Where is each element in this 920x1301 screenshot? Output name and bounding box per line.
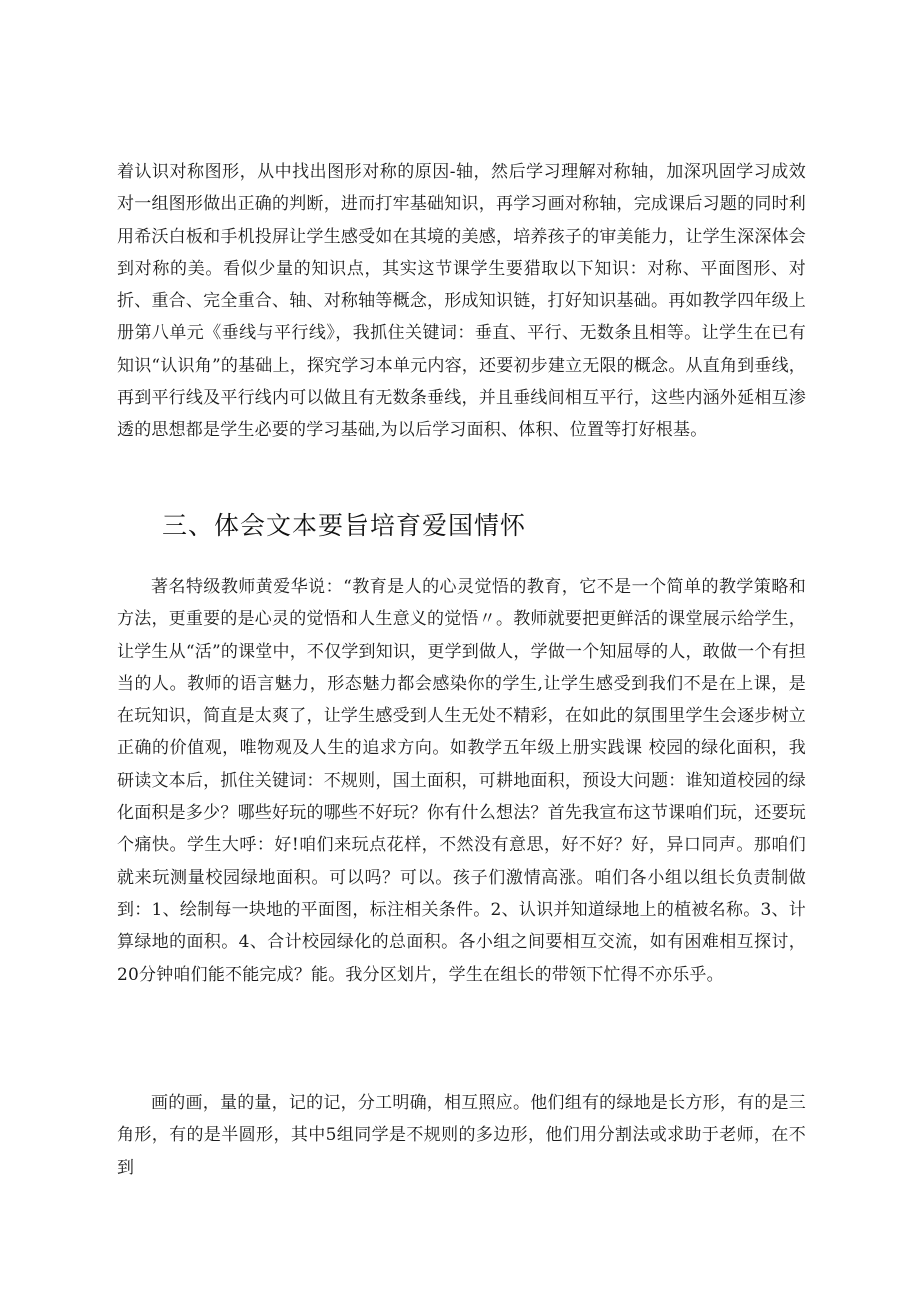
section-heading: 三、体会文本要旨培育爱国情怀 bbox=[162, 511, 527, 540]
body-paragraph-3: 画的画，量的量，记的记，分工明确，相互照应。他们组有的绿地是长方形，有的是三角形，有的是半圆形，其中5组同学是不规则的多边形，他们用分割法或求助于老师，在不到 bbox=[117, 1093, 806, 1178]
body-paragraph-1: 着认识对称图形，从中找出图形对称的原因-轴，然后学习理解对称轴，加深巩固学习成效对一组图形做出正确的判断，进而打牢基础知识，再学习画对称轴，完成课后习题的同时利用希沃白板和手机投屏让学生感受如在其境的美感，培养孩子的审美能力，让学生深深体会到对称的美。看似少量的知识点，其实这节课学生要猎取以下知识：对称、平面图形、对折、重合、完全重合、轴、对称轴等概念，形成知识链，打好知识基础。再如教学四年级上册第八单元《垂线与平行线》，我抓住关键词：垂直、平行、无数条且相等。让学生在已有知识“认识角”的基础上，探究学习本单元内容，还要初步建立无限的概念。从直角到垂线，再到平行线及平行线内可以做且有无数条垂线，并且垂线间相互平行，这些内涵外延相互渗透的思想都是学生必要的学习基础,为以后学习面积、体积、位置等打好根基。 bbox=[117, 162, 806, 441]
body-paragraph-2: 著名特级教师黄爱华说：“教育是人的心灵觉悟的教育，它不是一个简单的教学策略和方法，更重要的是心灵的觉悟和人生意义的觉悟〃。教师就要把更鲜活的课堂展示给学生，让学生从“活”的课堂中，不仅学到知识，更学到做人，学做一个知屈辱的人，敢做一个有担当的人。教师的语言魅力，形态魅力都会感染你的学生,让学生感受到我们不是在上课，是在玩知识，简直是太爽了，让学生感受到人生无处不精彩，在如此的氛围里学生会逐步树立正确的价值观，唯物观及人生的追求方向。如教学五年级上册实践课 校园的绿化面积，我研读文本后，抓住关键词：不规则，国土面积，可耕地面积，预设大问题：谁知道校园的绿化面积是多少？哪些好玩的哪些不好玩？你有什么想法？首先我宣布这节课咱们玩，还要玩个痛快。学生大呼：好!咱们来玩点花样，不然没有意思，好不好？好，异口同声。那咱们就来玩测量校园绿地面积。可以吗？可以。孩子们激情高涨。咱们各小组以组长负责制做到：1、绘制每一块地的平面图，标注相关条件。2、认识并知道绿地上的植被名称。3、计算绿地的面积。4、合计校园绿化的总面积。各小组之间要相互交流，如有困难相互探讨，20分钟咱们能不能完成？能。我分区划片，学生在组长的带领下忙得不亦乐乎。 bbox=[117, 577, 806, 985]
